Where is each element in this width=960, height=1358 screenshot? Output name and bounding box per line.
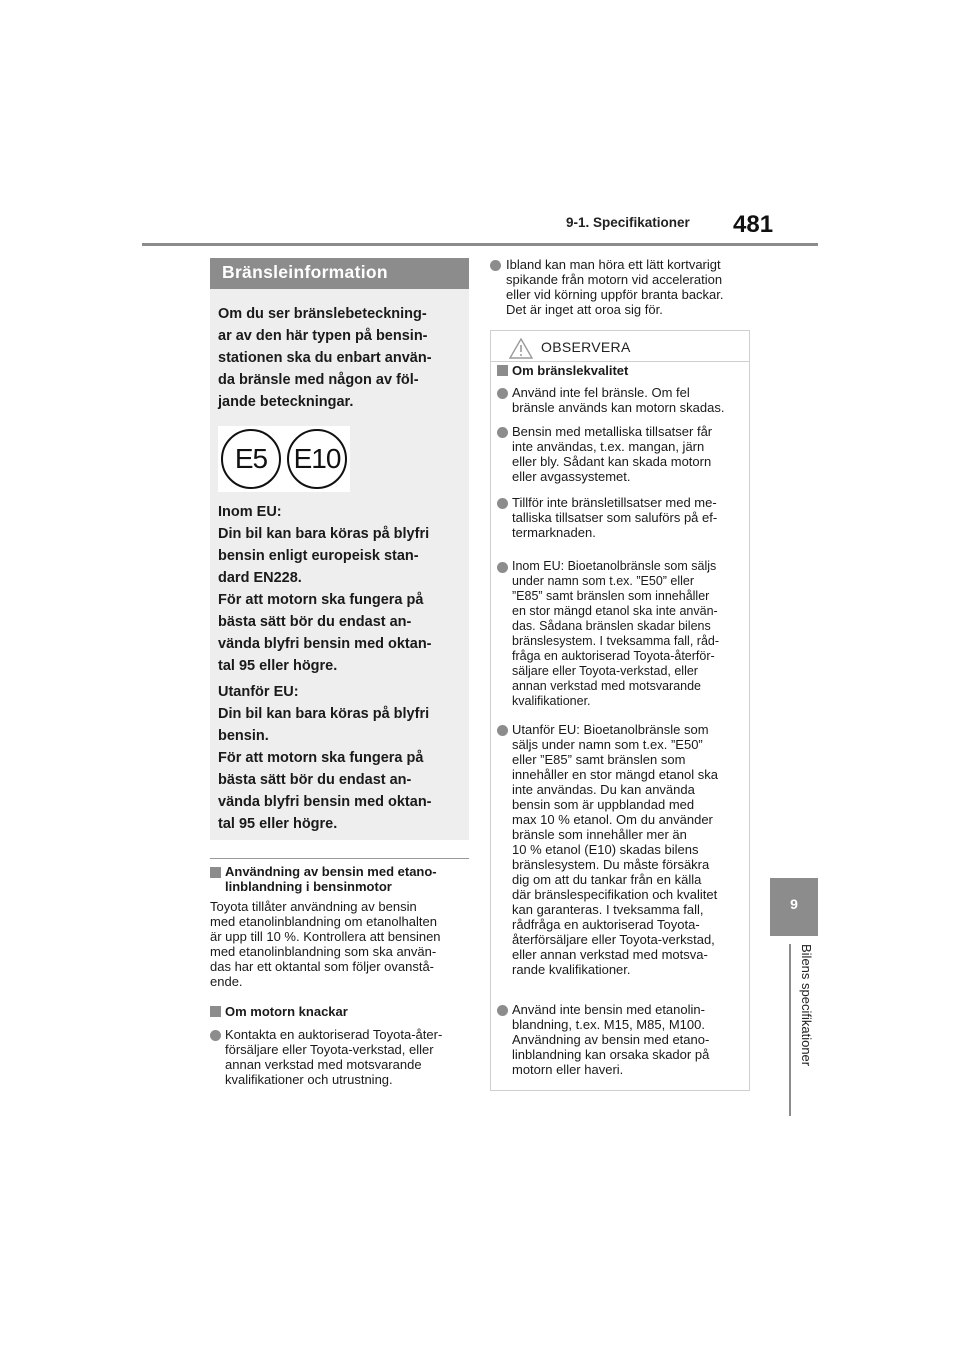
knock-text bbox=[225, 1027, 442, 1087]
text-line: bränsle används kan motorn skadas. bbox=[512, 400, 725, 415]
page-number: 481 bbox=[733, 211, 774, 238]
text-line: da bränsle med någon av föl- bbox=[218, 372, 419, 388]
text-line: bränsle som innehåller mer än bbox=[512, 827, 687, 842]
text-line: Inom EU: Bioetanolbränsle som säljs bbox=[512, 559, 717, 573]
fuel-labels bbox=[218, 426, 350, 492]
text-line: bästa sätt bör du endast an- bbox=[218, 614, 412, 630]
text-line: rådfråga en auktoriserad Toyota- bbox=[512, 917, 700, 932]
caution-item bbox=[512, 385, 724, 415]
text-line: Inom EU: bbox=[218, 504, 282, 520]
text-line: Om du ser bränslebeteckning- bbox=[218, 306, 427, 322]
chapter-label-text: Bilens specifikationer bbox=[799, 944, 814, 1067]
text-line: annan verkstad med motsvarande bbox=[225, 1057, 422, 1072]
text-line: en stor mängd etanol ska inte använ- bbox=[512, 604, 718, 618]
text-line: Utanför EU: bbox=[218, 684, 299, 700]
text-line: linblandning i bensinmotor bbox=[225, 879, 392, 894]
text-line: bensin. bbox=[218, 728, 269, 744]
round-bullet-icon bbox=[210, 1030, 221, 1041]
round-bullet-icon bbox=[490, 260, 501, 271]
text-line: är upp till 10 %. Kontrollera att bensinen bbox=[210, 929, 441, 944]
warning-triangle-icon bbox=[509, 337, 533, 359]
text-line: Använd inte bensin med etanolin- bbox=[512, 1002, 705, 1017]
text-line: spikande från motorn vid acceleration bbox=[506, 272, 723, 287]
text-line: eller ”E85” samt bränslen som bbox=[512, 752, 686, 767]
info-eu bbox=[218, 501, 468, 677]
text-line: linblandning kan orsaka skador på bbox=[512, 1047, 710, 1062]
text-line: bensin enligt europeisk stan- bbox=[218, 548, 419, 564]
header-rule bbox=[142, 243, 818, 246]
text-line: med etanolinblandning som ska använ- bbox=[210, 944, 437, 959]
text-line: eller annan verkstad med motsva- bbox=[512, 947, 708, 962]
square-bullet-icon bbox=[210, 867, 221, 878]
text-line: För att motorn ska fungera på bbox=[218, 750, 424, 766]
text-line: säljs under namn som t.ex. ”E50” bbox=[512, 737, 703, 752]
text-line: Bensin med metalliska tillsatser får bbox=[512, 424, 713, 439]
text-line: Din bil kan bara köras på blyfri bbox=[218, 706, 430, 722]
text-line: bensin som är uppblandad med bbox=[512, 797, 695, 812]
fuel-label-e10-icon: E10 bbox=[287, 429, 347, 489]
text-line: 10 % etanol (E10) skadas bilens bbox=[512, 842, 699, 857]
caution-item bbox=[512, 424, 712, 484]
caution-heading: Om bränslekvalitet bbox=[512, 363, 629, 378]
text-line: fråga en auktoriserad Toyota-återför- bbox=[512, 649, 715, 663]
caution-header-rule bbox=[491, 361, 749, 362]
text-line: vända blyfri bensin med oktan- bbox=[218, 636, 432, 652]
section-divider bbox=[210, 858, 469, 859]
square-bullet-icon bbox=[497, 365, 508, 376]
text-line: inte användas. Du kan använda bbox=[512, 782, 695, 797]
text-line: bränslesystem. Du måste försäkra bbox=[512, 857, 710, 872]
text-line: eller bly. Sådant kan skada motorn bbox=[512, 454, 712, 469]
text-line: blandning, t.ex. M15, M85, M100. bbox=[512, 1017, 705, 1032]
text-line: dig om att du tankar från en källa bbox=[512, 872, 702, 887]
text-line: inte användas, t.ex. mangan, järn bbox=[512, 439, 705, 454]
intro-bullet-text bbox=[506, 257, 724, 317]
text-line: jande beteckningar. bbox=[218, 394, 354, 410]
text-line: das har ett oktantal som följer ovanstå- bbox=[210, 959, 435, 974]
caution-title: OBSERVERA bbox=[541, 339, 631, 355]
text-line: För att motorn ska fungera på bbox=[218, 592, 424, 608]
text-line: säljare eller Toyota-verkstad, eller bbox=[512, 664, 698, 678]
text-line: eller avgassystemet. bbox=[512, 469, 631, 484]
ethanol-text bbox=[210, 899, 441, 989]
text-line: eller vid körning uppför branta backar. bbox=[506, 287, 724, 302]
chapter-number: 9 bbox=[790, 896, 798, 912]
text-line: med etanolinblandning om etanolhalten bbox=[210, 914, 437, 929]
info-non-eu bbox=[218, 681, 468, 835]
square-bullet-icon bbox=[210, 1006, 221, 1017]
fuel-label-e5-icon: E5 bbox=[221, 429, 281, 489]
chapter-tab[interactable] bbox=[770, 878, 818, 936]
caution-item bbox=[512, 495, 717, 540]
text-line: dard EN228. bbox=[218, 570, 302, 586]
text-line: ar av den här typen på bensin- bbox=[218, 328, 428, 344]
text-line: max 10 % etanol. Om du använder bbox=[512, 812, 713, 827]
info-box bbox=[210, 289, 469, 840]
round-bullet-icon bbox=[497, 427, 508, 438]
text-line: talliska tillsatser som saluförs på ef- bbox=[512, 510, 718, 525]
knock-heading: Om motorn knackar bbox=[225, 1004, 348, 1019]
text-line: Utanför EU: Bioetanolbränsle som bbox=[512, 722, 709, 737]
text-line: kvalifikationer och utrustning. bbox=[225, 1072, 393, 1087]
text-line: Använd inte fel bränsle. Om fel bbox=[512, 385, 690, 400]
text-line: återförsäljare eller Toyota-verkstad, bbox=[512, 932, 715, 947]
round-bullet-icon bbox=[497, 562, 508, 573]
text-line: Toyota tillåter användning av bensin bbox=[210, 899, 417, 914]
text-line: försäljare eller Toyota-verkstad, eller bbox=[225, 1042, 434, 1057]
round-bullet-icon bbox=[497, 498, 508, 509]
caution-item bbox=[512, 1002, 709, 1077]
text-line: termarknaden. bbox=[512, 525, 596, 540]
text-line: Ibland kan man höra ett lätt kortvarigt bbox=[506, 257, 721, 272]
text-line: bränslesystem. I tveksamma fall, råd- bbox=[512, 634, 720, 648]
info-box-title-text: Bränsleinformation bbox=[222, 262, 388, 282]
text-line: innehåller en stor mängd etanol ska bbox=[512, 767, 718, 782]
text-line: Tillför inte bränsletillsatser med me- bbox=[512, 495, 717, 510]
round-bullet-icon bbox=[497, 725, 508, 736]
caution-item bbox=[512, 559, 719, 709]
text-line: Din bil kan bara köras på blyfri bbox=[218, 526, 430, 542]
text-line: tal 95 eller högre. bbox=[218, 658, 338, 674]
info-intro bbox=[218, 303, 468, 413]
chapter-label bbox=[799, 944, 819, 1116]
round-bullet-icon bbox=[497, 388, 508, 399]
text-line: rande kvalifikationer. bbox=[512, 962, 631, 977]
chapter-rule bbox=[789, 944, 791, 1116]
round-bullet-icon bbox=[497, 1005, 508, 1016]
text-line: där bränslespecifikation och kvalitet bbox=[512, 887, 718, 902]
text-line: ende. bbox=[210, 974, 243, 989]
text-line: under namn som t.ex. ”E50” eller bbox=[512, 574, 695, 588]
text-line: Användning av bensin med etano- bbox=[225, 864, 437, 879]
text-line: tal 95 eller högre. bbox=[218, 816, 338, 832]
text-line: ”E85” samt bränslen som innehåller bbox=[512, 589, 710, 603]
caution-box bbox=[490, 330, 750, 1091]
text-line: Det är inget att oroa sig för. bbox=[506, 302, 663, 317]
text-line: bästa sätt bör du endast an- bbox=[218, 772, 412, 788]
info-box-title bbox=[210, 258, 469, 289]
text-line: stationen ska du enbart använ- bbox=[218, 350, 432, 366]
text-line: annan verkstad med motsvarande bbox=[512, 679, 701, 693]
ethanol-heading bbox=[225, 864, 437, 894]
text-line: motorn eller haveri. bbox=[512, 1062, 624, 1077]
text-line: Användning av bensin med etano- bbox=[512, 1032, 710, 1047]
section-title: 9-1. Specifikationer bbox=[566, 215, 690, 230]
text-line: Kontakta en auktoriserad Toyota-åter- bbox=[225, 1027, 443, 1042]
text-line: das. Sådana bränslen skadar bilens bbox=[512, 619, 711, 633]
text-line: vända blyfri bensin med oktan- bbox=[218, 794, 432, 810]
text-line: kvalifikationer. bbox=[512, 694, 591, 708]
text-line: kan garanteras. I tveksamma fall, bbox=[512, 902, 704, 917]
caution-item bbox=[512, 722, 718, 977]
